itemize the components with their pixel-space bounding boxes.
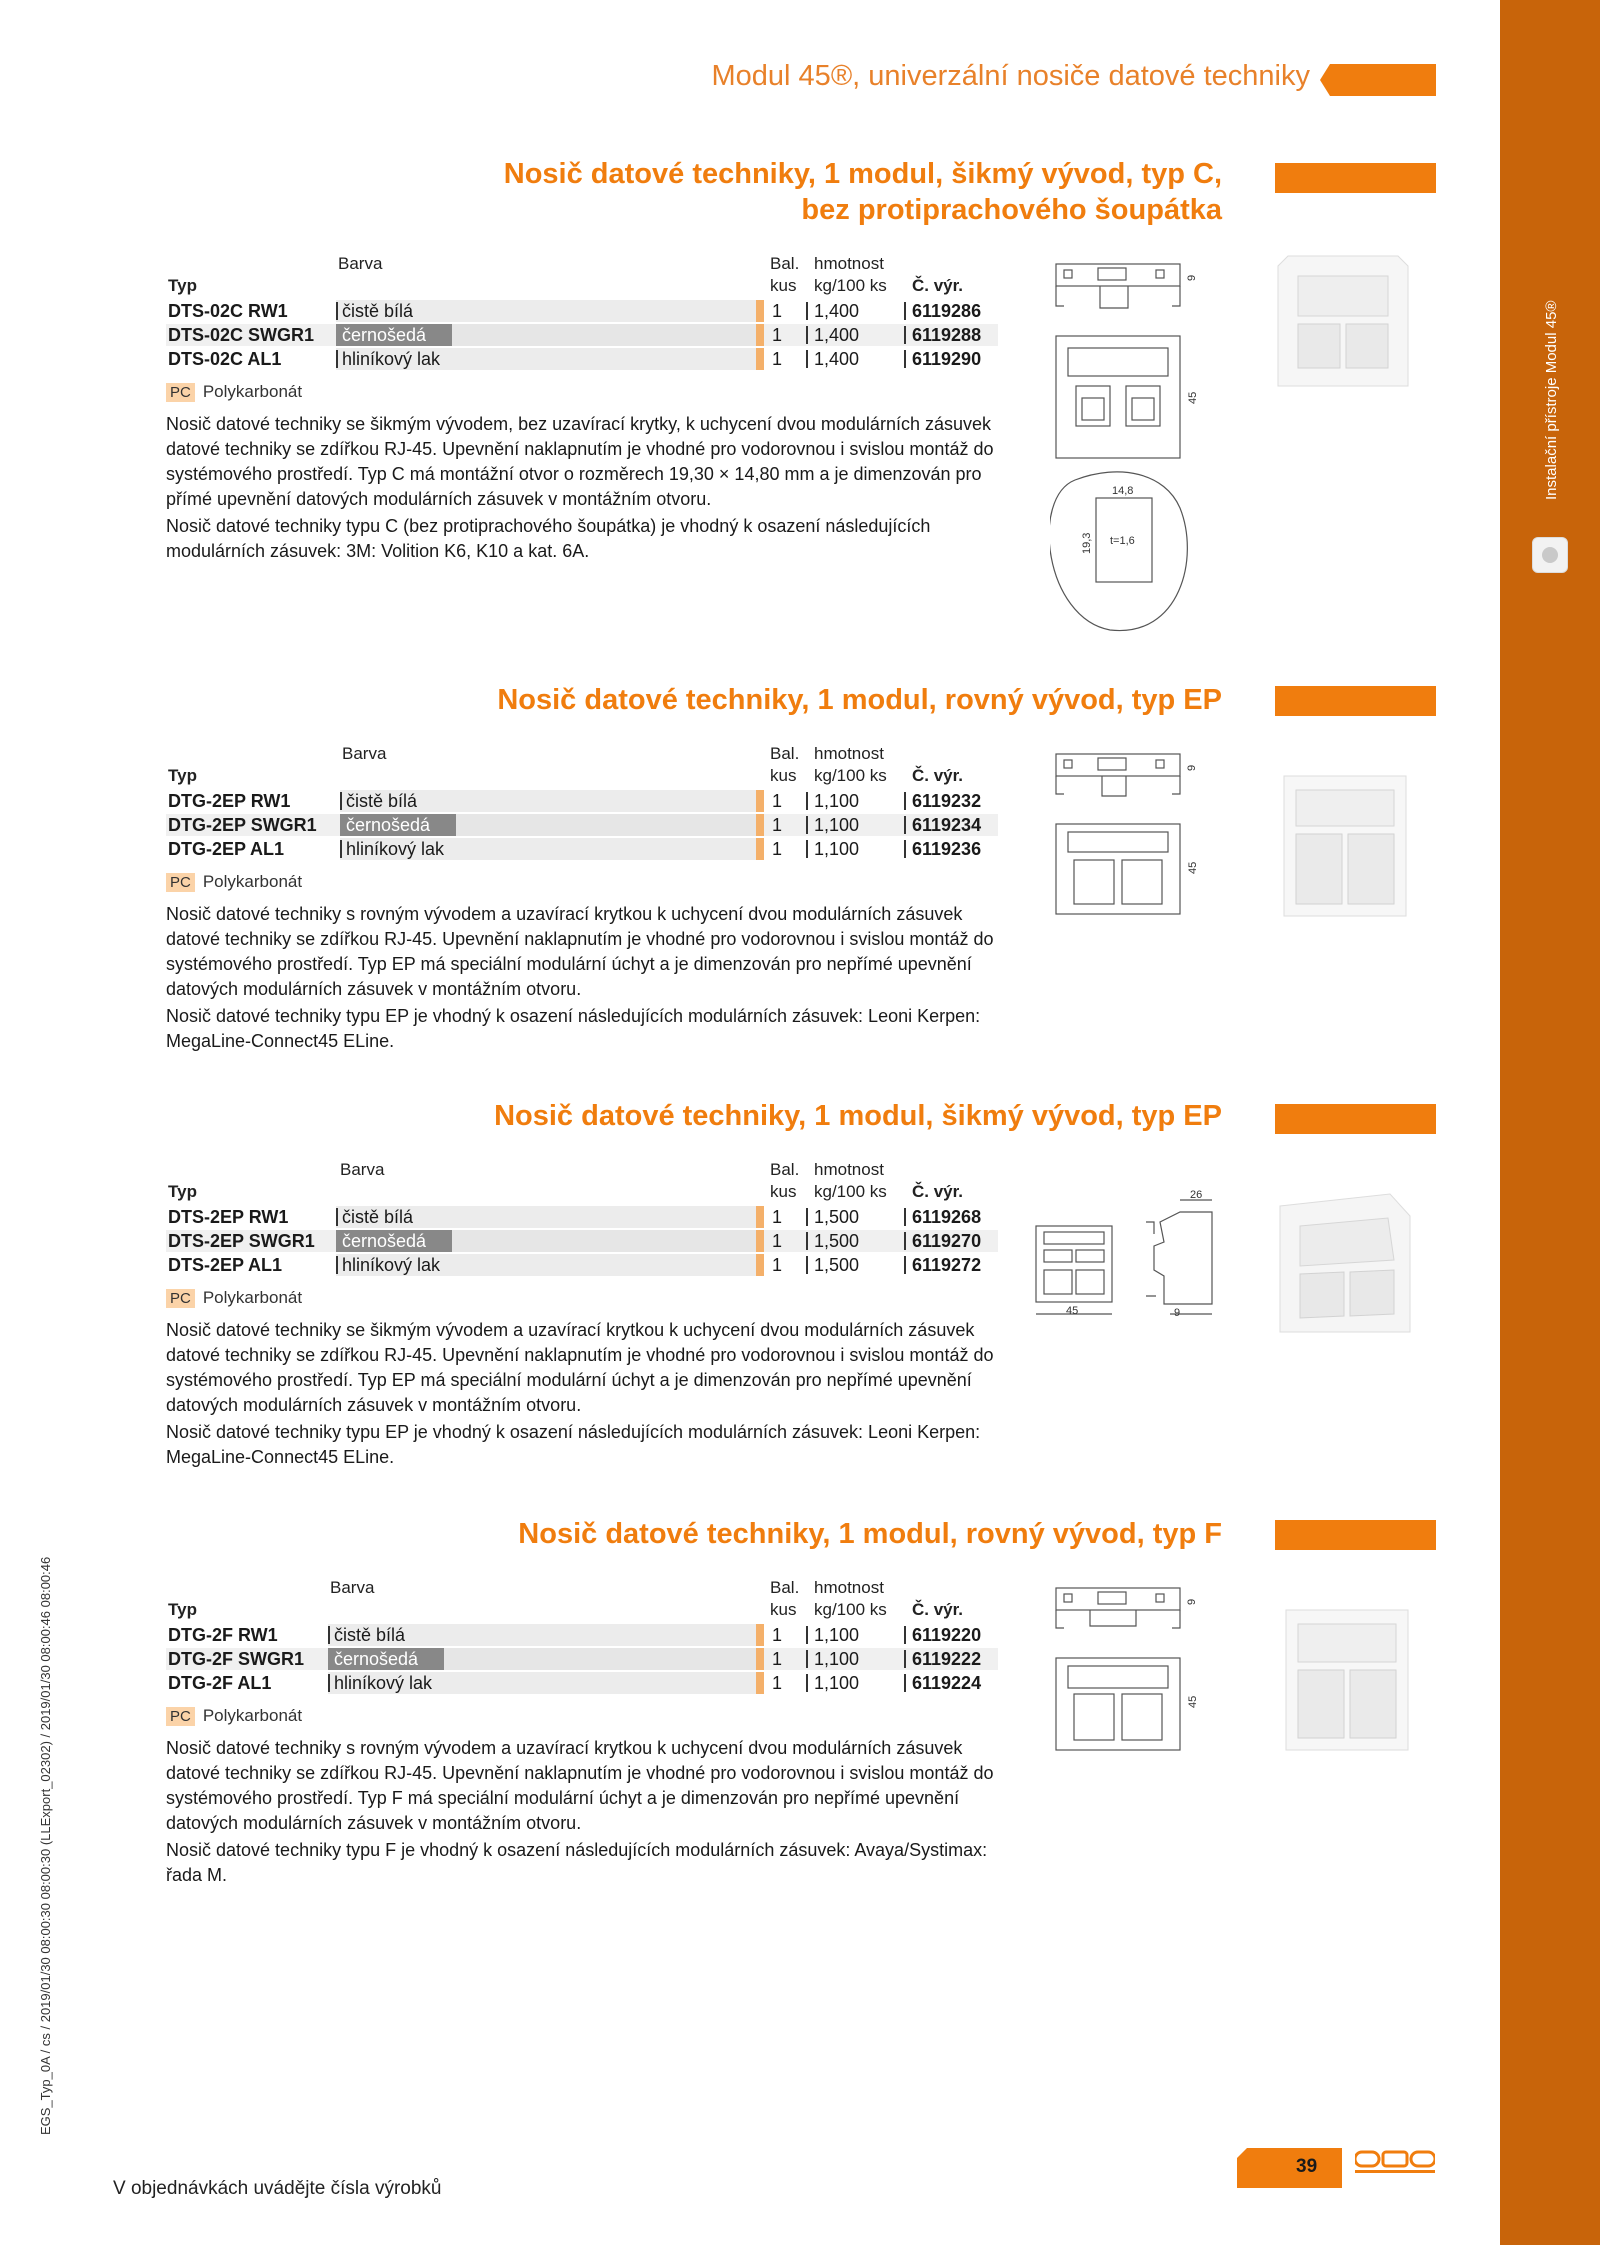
col-header-cvyr: Č. výr. <box>912 1600 964 1619</box>
col-header-kus: kus <box>770 1182 797 1201</box>
col-header-kus: kus <box>770 276 797 295</box>
description: Nosič datové techniky s rovným vývodem a uzavírací krytkou k uchycení dvou modulárních zásuvek datové techniky se zdířkou RJ-45. Upevnění naklapnutím je vhodné pro vodorovnou i svislou montáž do systémového prostředí. Typ EP má speciální modulární úchyt a je dimenzován pro nepřímé upevnění datových modulárních zásuvek v montážním otvoru. Nosič datové techniky typu EP je vhodný k osazení následujících modulárních zásuvek: Leoni Kerpen: MegaLine-Connect45 ELine. <box>166 904 994 1051</box>
col-header-barva: Barva <box>342 744 387 763</box>
col-header-hmotnost: hmotnost <box>814 254 884 273</box>
col-header-hmotnost: hmotnost <box>814 1578 884 1597</box>
section-tab <box>1275 686 1436 716</box>
material-label: PC Polykarbonát <box>166 1706 302 1726</box>
col-header-barva: Barva <box>340 1160 385 1179</box>
svg-text:9: 9 <box>1186 274 1198 281</box>
table-row: DTG-2EP SWGR1 černošedá 1 1,100 6119234 <box>166 814 998 836</box>
svg-text:45: 45 <box>1187 391 1199 404</box>
col-header-cvyr: Č. výr. <box>912 1182 964 1201</box>
product-photo <box>1272 1604 1422 1759</box>
svg-text:9: 9 <box>1186 1598 1198 1605</box>
col-header-kus: kus <box>770 1600 797 1619</box>
product-photo <box>1270 770 1420 925</box>
description: Nosič datové techniky s rovným vývodem a uzavírací krytkou k uchycení dvou modulárních zásuvek datové techniky se zdířkou RJ-45. Upevnění naklapnutím je vhodné pro vodorovnou i svislou montáž do systémového prostředí. Typ F má speciální modulární úchyt a je dimenzován pro nepřímé upevnění datových modulárních zásuvek v montážním otvoru. Nosič datové techniky typu F je vhodný k osazení následujících modulárních zásuvek: Avaya/Systimax: řada M. <box>166 1738 994 1885</box>
side-label: Instalační přístroje Modul 45® <box>1543 300 1560 500</box>
footer-note: V objednávkách uvádějte čísla výrobků <box>113 2178 442 2199</box>
svg-text:45: 45 <box>1066 1305 1079 1317</box>
col-header-kg: kg/100 ks <box>814 766 887 785</box>
table-row: DTG-2F RW1 čistě bílá 1 1,100 6119220 <box>168 1625 982 1645</box>
technical-drawing <box>1050 258 1200 638</box>
svg-text:t=1,6: t=1,6 <box>1110 535 1135 547</box>
col-header-typ: Typ <box>168 1600 197 1619</box>
header-tab <box>1320 64 1436 96</box>
table-row: DTS-2EP RW1 čistě bílá 1 1,500 6119268 <box>168 1207 982 1227</box>
col-header-bal: Bal. <box>770 254 800 273</box>
col-header-typ: Typ <box>168 1182 197 1201</box>
table-row: DTG-2F AL1 hliníkový lak 1 1,100 6119224 <box>168 1673 982 1693</box>
col-header-cvyr: Č. výr. <box>912 276 964 295</box>
socket-icon <box>1532 537 1568 573</box>
obo-logo <box>1355 2150 1435 2186</box>
page-number-box <box>1237 2148 1342 2188</box>
col-header-kg: kg/100 ks <box>814 1182 887 1201</box>
svg-text:14,8: 14,8 <box>1112 485 1134 497</box>
page-number: 39 <box>1296 2156 1318 2177</box>
svg-text:45: 45 <box>1187 861 1199 874</box>
material-label: PC Polykarbonát <box>166 1288 302 1308</box>
table-row: DTS-2EP AL1 hliníkový lak 1 1,500 6119272 <box>168 1255 982 1275</box>
col-header-kg: kg/100 ks <box>814 1600 887 1619</box>
section-title: Nosič datové techniky, 1 modul, rovný vývod, typ F <box>518 1518 1222 1550</box>
section-tab <box>1275 1520 1436 1550</box>
table-row: DTS-02C AL1 hliníkový lak 1 1,400 6119290 <box>168 349 982 369</box>
col-header-cvyr: Č. výr. <box>912 766 964 785</box>
table-row: DTG-2EP RW1 čistě bílá 1 1,100 6119232 <box>168 791 982 811</box>
svg-text:19,3: 19,3 <box>1081 532 1093 554</box>
print-metadata: EGS_Typ_0A / cs / 2019/01/30 08:00:30 08:00:30 (LLExport_02302) / 2019/01/30 08:00:46 08:00:46 <box>38 1556 53 2135</box>
col-header-hmotnost: hmotnost <box>814 744 884 763</box>
col-header-hmotnost: hmotnost <box>814 1160 884 1179</box>
section-title: Nosič datové techniky, 1 modul, rovný vývod, typ EP <box>497 684 1222 716</box>
svg-text:9: 9 <box>1186 764 1198 771</box>
section-tab <box>1275 1104 1436 1134</box>
col-header-kg: kg/100 ks <box>814 276 887 295</box>
svg-text:26: 26 <box>1190 1189 1203 1201</box>
technical-drawing <box>1050 1582 1200 1752</box>
table-row: DTS-2EP SWGR1 černošedá 1 1,500 6119270 <box>166 1230 998 1252</box>
material-label: PC Polykarbonát <box>166 382 302 402</box>
table-row: DTS-02C SWGR1 černošedá 1 1,400 6119288 <box>166 324 998 346</box>
product-photo <box>1270 1186 1420 1341</box>
technical-drawing <box>1030 1186 1220 1326</box>
col-header-typ: Typ <box>168 766 197 785</box>
section-tab <box>1275 163 1436 193</box>
section-title: Nosič datové techniky, 1 modul, šikmý vývod, typ C, bez protiprachového šoupátka <box>503 158 1222 226</box>
svg-text:9: 9 <box>1174 1307 1181 1319</box>
col-header-bal: Bal. <box>770 1578 800 1597</box>
col-header-kus: kus <box>770 766 797 785</box>
table-row: DTG-2EP AL1 hliníkový lak 1 1,100 6119236 <box>168 839 982 859</box>
col-header-barva: Barva <box>330 1578 375 1597</box>
svg-text:45: 45 <box>1187 1695 1199 1708</box>
col-header-typ: Typ <box>168 276 197 295</box>
description: Nosič datové techniky se šikmým vývodem, bez uzavírací krytky, k uchycení dvou modulárních zásuvek datové techniky se zdířkou RJ-45. Upevnění naklapnutím je vhodné pro vodorovnou i svislou montáž do systémového prostředí. Typ C má montážní otvor o rozměrech 19,30 × 14,80 mm a je dimenzován pro přímé upevnění datových modulárních zásuvek v montážním otvoru. Nosič datové techniky typu C (bez protiprachového šoupátka) je vhodný k osazení následujících modulárních zásuvek: 3M: Volition K6, K10 a kat. 6A. <box>166 414 994 561</box>
table-row: DTS-02C RW1 čistě bílá 1 1,400 6119286 <box>168 301 982 321</box>
technical-drawing <box>1050 748 1200 918</box>
col-header-bal: Bal. <box>770 1160 800 1179</box>
description: Nosič datové techniky se šikmým vývodem a uzavírací krytkou k uchycení dvou modulárních zásuvek datové techniky se zdířkou RJ-45. Upevnění naklapnutím je vhodné pro vodorovnou i svislou montáž do systémového prostředí. Typ EP má speciální modulární úchyt a je dimenzován pro nepřímé upevnění datových modulárních zásuvek v montážním otvoru. Nosič datové techniky typu EP je vhodný k osazení následujících modulárních zásuvek: Leoni Kerpen: MegaLine-Connect45 ELine. <box>166 1320 994 1467</box>
page-title: Modul 45®, univerzální nosiče datové techniky <box>711 60 1310 92</box>
col-header-bal: Bal. <box>770 744 800 763</box>
col-header-barva: Barva <box>338 254 383 273</box>
table-row: DTG-2F SWGR1 černošedá 1 1,100 6119222 <box>166 1648 998 1670</box>
product-photo <box>1268 246 1418 401</box>
material-label: PC Polykarbonát <box>166 872 302 892</box>
section-title: Nosič datové techniky, 1 modul, šikmý vývod, typ EP <box>494 1100 1222 1132</box>
